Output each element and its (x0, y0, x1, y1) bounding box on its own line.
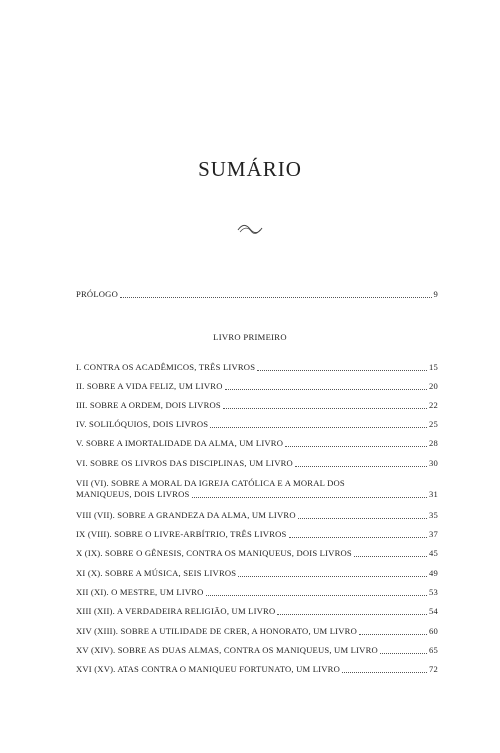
toc-page-number: 15 (429, 362, 438, 372)
toc-entry[interactable] (76, 626, 438, 637)
toc-entry-label: XV (XIV). SOBRE AS DUAS ALMAS, CONTRA OS MANIQUEUS, UM LIVRO (76, 645, 378, 655)
toc-page-number: 9 (433, 289, 438, 299)
dot-leader (298, 517, 427, 519)
toc-entry[interactable] (76, 548, 438, 559)
toc-entry[interactable] (76, 587, 438, 598)
toc-page-number: 28 (429, 438, 438, 448)
toc-page-number: 30 (429, 458, 438, 468)
dot-leader (277, 613, 427, 615)
toc-page-number: 22 (429, 400, 438, 410)
toc-entry[interactable] (76, 381, 438, 392)
toc-entry-prologue[interactable] (76, 289, 438, 300)
dot-leader (342, 671, 427, 673)
toc-entry-label: I. CONTRA OS ACADÊMICOS, TRÊS LIVROS (76, 362, 256, 372)
dot-leader (120, 296, 432, 298)
toc-entry-label: XI (X). SOBRE A MÚSICA, SEIS LIVROS (76, 568, 237, 578)
dot-leader (225, 388, 427, 390)
toc-page-number: 20 (429, 381, 438, 391)
toc-page-number: 37 (429, 529, 438, 539)
toc-entry-label: IV. SOLILÓQUIOS, DOIS LIVROS (76, 419, 209, 429)
toc-entry-label: VI. SOBRE OS LIVROS DAS DISCIPLINAS, UM LIVRO (76, 458, 293, 468)
toc-entry[interactable] (76, 645, 438, 656)
dot-leader (257, 369, 427, 371)
toc-entry-label: V. SOBRE A IMORTALIDADE DA ALMA, UM LIVRO (76, 438, 284, 448)
toc-page-number: 31 (429, 489, 438, 499)
toc-entry-label: III. SOBRE A ORDEM, DOIS LIVROS (76, 400, 221, 410)
dot-leader (206, 594, 427, 596)
dot-leader (210, 426, 427, 428)
toc-entry[interactable] (76, 400, 438, 411)
toc-entry[interactable] (76, 664, 438, 675)
toc-entry-label: IX (VIII). SOBRE O LIVRE-ARBÍTRIO, TRÊS LIVROS (76, 529, 287, 539)
dot-leader (192, 496, 428, 498)
toc-entry[interactable] (76, 478, 438, 500)
toc-page-number: 72 (429, 664, 438, 674)
toc-page-number: 54 (429, 606, 438, 616)
toc-page-number: 53 (429, 587, 438, 597)
toc-page-number: 49 (429, 568, 438, 578)
toc-entry[interactable] (76, 568, 438, 579)
page-title: SUMÁRIO (198, 157, 302, 181)
dot-leader (223, 407, 427, 409)
toc-entry-label-line2: MANIQUEUS, DOIS LIVROS (76, 489, 190, 499)
toc-entry-label: XIII (XII). A VERDADEIRA RELIGIÃO, UM LIVRO (76, 606, 276, 616)
toc-entry[interactable] (76, 419, 438, 430)
toc-entry-label: PRÓLOGO (76, 289, 118, 299)
tilde-ornament-icon (236, 222, 264, 236)
toc-page-number: 25 (429, 419, 438, 429)
toc-page-number: 45 (429, 548, 438, 558)
section-heading: LIVRO PRIMEIRO (213, 332, 287, 342)
toc-entry[interactable] (76, 529, 438, 540)
toc-entry[interactable] (76, 606, 438, 617)
dot-leader (359, 633, 427, 635)
dot-leader (295, 465, 427, 467)
toc-entry[interactable] (76, 458, 438, 469)
toc-entry-label: XVI (XV). ATAS CONTRA O MANIQUEU FORTUNATO, UM LIVRO (76, 664, 340, 674)
toc-entry-label: VIII (VII). SOBRE A GRANDEZA DA ALMA, UM LIVRO (76, 510, 296, 520)
toc-entry-label: XII (XI). O MESTRE, UM LIVRO (76, 587, 204, 597)
toc-page-number: 65 (429, 645, 438, 655)
dot-leader (380, 652, 427, 654)
toc-page-number: 60 (429, 626, 438, 636)
dot-leader (354, 555, 427, 557)
toc-page-number: 35 (429, 510, 438, 520)
toc-entry[interactable] (76, 438, 438, 449)
toc-entry-label-line1: VII (VI). SOBRE A MORAL DA IGREJA CATÓLICA E A MORAL DOS (76, 478, 345, 488)
toc-entry-label: X (IX). SOBRE O GÊNESIS, CONTRA OS MANIQUEUS, DOIS LIVROS (76, 548, 352, 558)
dot-leader (238, 575, 427, 577)
toc-entry[interactable] (76, 510, 438, 521)
dot-leader (289, 536, 427, 538)
toc-entry-label: XIV (XIII). SOBRE A UTILIDADE DE CRER, A HONORATO, UM LIVRO (76, 626, 357, 636)
toc-entry[interactable] (76, 362, 438, 373)
dot-leader (285, 445, 427, 447)
toc-entry-label: II. SOBRE A VIDA FELIZ, UM LIVRO (76, 381, 223, 391)
